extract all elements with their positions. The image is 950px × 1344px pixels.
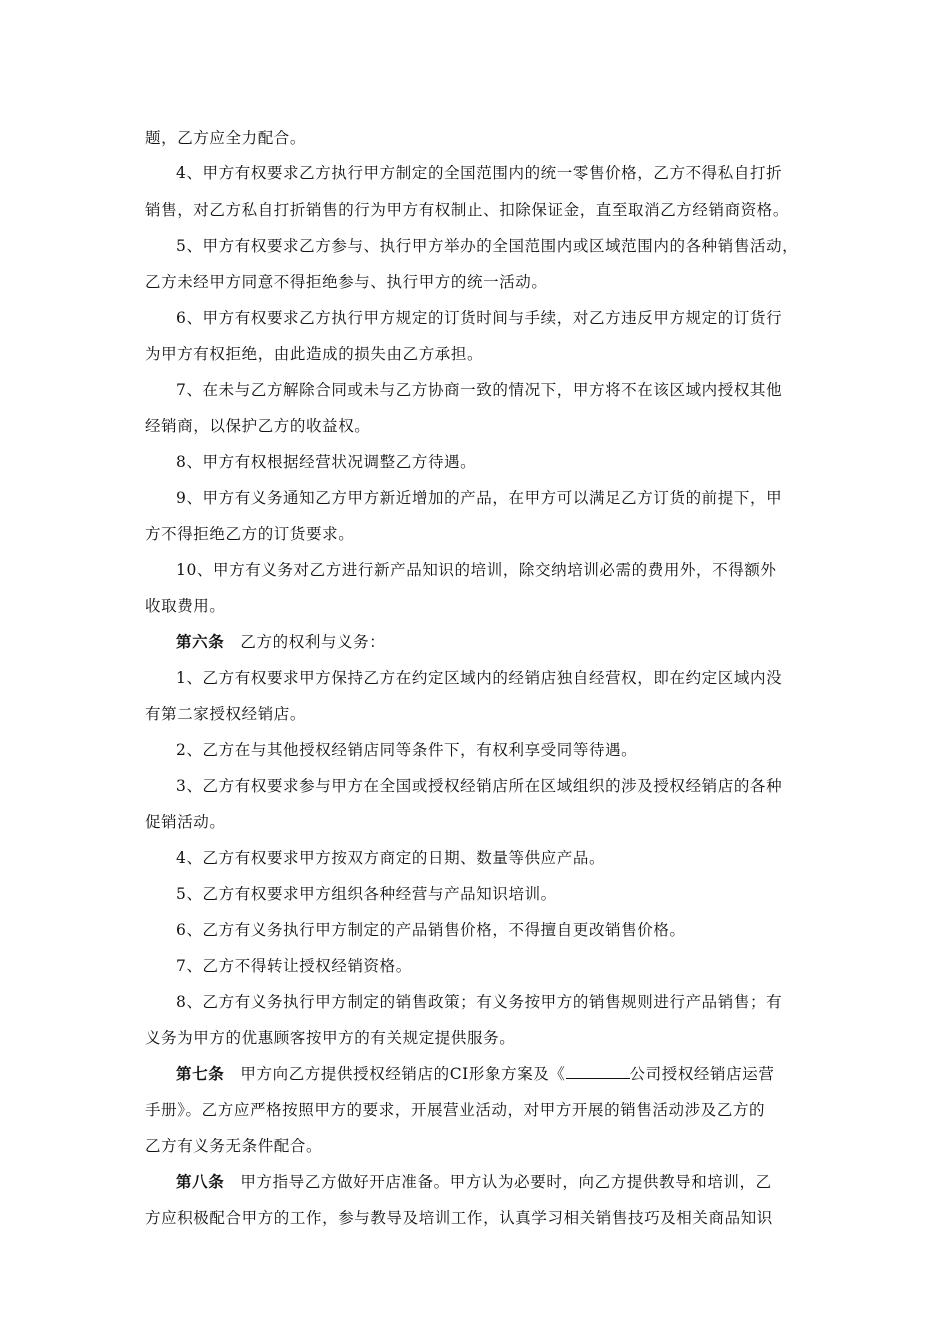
text-line: 6、乙方有义务执行甲方制定的产品销售价格，不得擅自更改销售价格。: [176, 921, 686, 939]
text-line: 7、乙方不得转让授权经销资格。: [176, 957, 412, 975]
text-line: 5、甲方有权要求乙方参与、执行甲方举办的全国范围内或区域范围内的各种销售活动，: [176, 237, 799, 255]
article-heading: 第八条: [176, 1172, 225, 1191]
text-line: 题，乙方应全力配合。: [145, 129, 307, 147]
text-line: 8、甲方有权根据经营状况调整乙方待遇。: [176, 453, 477, 471]
text-line: 5、乙方有权要求甲方组织各种经营与产品知识培训。: [176, 885, 557, 903]
text-line: 3、乙方有权要求参与甲方在全国或授权经销店所在区域组织的涉及授权经销店的各种: [176, 777, 783, 795]
text-line: 促销活动。: [145, 813, 226, 831]
text-line: 义务为甲方的优惠顾客按甲方的有关规定提供服务。: [145, 1029, 516, 1047]
text-line: 有第二家授权经销店。: [145, 705, 307, 723]
article-text-after: 公司授权经销店运营: [629, 1065, 775, 1083]
article-8-line: [176, 1172, 810, 1192]
article-7-line: [176, 1064, 810, 1084]
text-line: 方应积极配合甲方的工作，参与教导及培训工作，认真学习相关销售技巧及相关商品知识: [145, 1209, 773, 1227]
article-heading: 第六条: [176, 632, 225, 651]
text-line: 乙方有义务无条件配合。: [145, 1137, 323, 1155]
text-line: 6、甲方有权要求乙方执行甲方规定的订货时间与手续，对乙方违反甲方规定的订货行: [176, 309, 783, 327]
text-line: 9、甲方有义务通知乙方甲方新近增加的产品，在甲方可以满足乙方订货的前提下，甲: [176, 489, 783, 507]
text-line: 销售，对乙方私自打折销售的行为甲方有权制止、扣除保证金，直至取消乙方经销商资格。: [145, 201, 790, 219]
text-line: 8、乙方有义务执行甲方制定的销售政策；有义务按甲方的销售规则进行产品销售；有: [176, 993, 783, 1011]
text-line: 2、乙方在与其他授权经销店同等条件下，有权利享受同等待遇。: [176, 741, 638, 759]
text-line: 4、甲方有权要求乙方执行甲方制定的全国范围内的统一零售价格，乙方不得私自打折: [176, 164, 783, 182]
article-heading: 第七条: [176, 1064, 225, 1083]
text-line: 10、甲方有义务对乙方进行新产品知识的培训，除交纳培训必需的费用外，不得额外: [176, 561, 777, 579]
text-line: 乙方未经甲方同意不得拒绝参与、执行甲方的统一活动。: [145, 273, 548, 291]
text-line: 方不得拒绝乙方的订货要求。: [145, 525, 355, 543]
text-line: 为甲方有权拒绝，由此造成的损失由乙方承担。: [145, 345, 484, 363]
company-name-blank: [566, 1064, 630, 1079]
text-line: 收取费用。: [145, 597, 226, 615]
article-title: 乙方的权利与义务：: [240, 633, 386, 651]
article-text: 甲方向乙方提供授权经销店的CI形象方案及《: [240, 1065, 566, 1083]
article-6-line: [176, 632, 810, 652]
article-text: 甲方指导乙方做好开店准备。甲方认为必要时，向乙方提供教导和培训，乙: [240, 1173, 772, 1191]
text-line: 4、乙方有权要求甲方按双方商定的日期、数量等供应产品。: [176, 849, 606, 867]
text-line: 7、在未与乙方解除合同或未与乙方协商一致的情况下，甲方将不在该区域内授权其他: [176, 381, 783, 399]
text-line: 手册》。乙方应严格按照甲方的要求，开展营业活动，对甲方开展的销售活动涉及乙方的: [145, 1101, 766, 1119]
text-line: 1、乙方有权要求甲方保持乙方在约定区域内的经销店独自经营权，即在约定区域内没: [176, 669, 783, 687]
text-line: 经销商，以保护乙方的收益权。: [145, 417, 371, 435]
